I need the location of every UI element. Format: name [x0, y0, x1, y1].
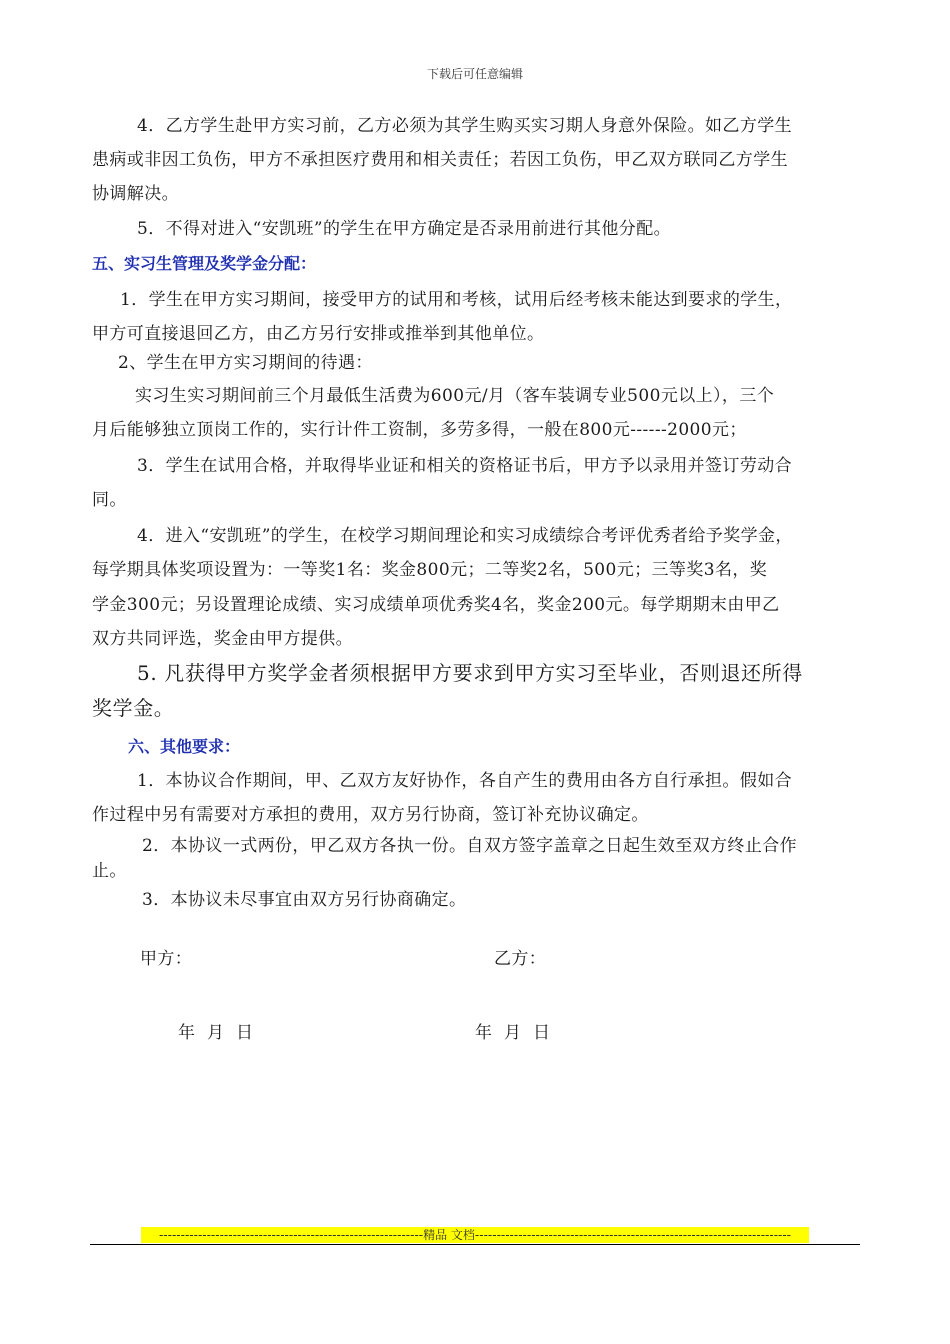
party-a-date: 年 月 日 — [178, 1023, 254, 1043]
party-b-label: 乙方： — [494, 949, 547, 969]
s5-item1-line1: 1．学生在甲方实习期间，接受甲方的试用和考核，试用后经考核未能达到要求的学生， — [120, 290, 793, 310]
s5-item3-line1: 3．学生在试用合格，并取得毕业证和相关的资格证书后，甲方予以录用并签订劳动合 — [137, 456, 793, 476]
section5-heading: 五、实习生管理及奖学金分配： — [92, 254, 317, 273]
party-b-date: 年 月 日 — [475, 1023, 551, 1043]
page-header: 下载后可任意编辑 — [426, 67, 523, 81]
s5-item1-line2: 甲方可直接退回乙方，由乙方另行安排或推举到其他单位。 — [92, 324, 545, 344]
s4-item4-line3: 协调解决。 — [92, 184, 179, 204]
s5-item2-line1: 实习生实习期间前三个月最低生活费为600元/月（客车装调专业500元以上），三个 — [135, 386, 775, 406]
s6-item2-line1: 2．本协议一式两份，甲乙双方各执一份。自双方签字盖章之日起生效至双方终止合作 — [142, 836, 798, 856]
s5-item3-line2: 同。 — [92, 490, 127, 510]
s6-item2-line2: 止。 — [92, 861, 127, 881]
footer-rule — [90, 1244, 860, 1245]
section6-heading: 六、其他要求： — [128, 737, 241, 756]
s6-item1-line2: 作过程中另有需要对方承担的费用，双方另行协商，签订补充协议确定。 — [92, 805, 649, 825]
s4-item5: 5．不得对进入“安凯班”的学生在甲方确定是否录用前进行其他分配。 — [137, 219, 671, 239]
s6-item3: 3．本协议未尽事宜由双方另行协商确定。 — [142, 890, 467, 910]
s5-item5-line1: 5. 凡获得甲方奖学金者须根据甲方要求到甲方实习至毕业，否则退还所得 — [137, 661, 803, 685]
s5-item4-line1: 4．进入“安凯班”的学生，在校学习期间理论和实习成绩综合考评优秀者给予奖学金， — [137, 526, 793, 546]
s4-item4-line2: 患病或非因工负伤，甲方不承担医疗费用和相关责任；若因工负伤，甲乙双方联同乙方学生 — [92, 150, 788, 170]
s5-item5-line2: 奖学金。 — [92, 696, 175, 720]
party-a-label: 甲方： — [140, 949, 193, 969]
s5-item4-line3: 学金300元；另设置理论成绩、实习成绩单项优秀奖4名，奖金200元。每学期期末由甲乙 — [92, 595, 780, 615]
s5-item4-line2: 每学期具体奖项设置为：一等奖1名：奖金800元；二等奖2名，500元；三等奖3名，奖 — [92, 560, 768, 580]
s5-item4-line4: 双方共同评选，奖金由甲方提供。 — [92, 629, 353, 649]
s5-item2-title: 2、学生在甲方实习期间的待遇： — [118, 353, 373, 373]
s4-item4-line1: 4．乙方学生赴甲方实习前，乙方必须为其学生购买实习期人身意外保险。如乙方学生 — [137, 116, 793, 136]
s5-item2-line2: 月后能够独立顶岗工作的，实行计件工资制，多劳多得，一般在800元------2000元； — [92, 420, 747, 440]
s6-item1-line1: 1．本协议合作期间，甲、乙双方友好协作，各自产生的费用由各方自行承担。假如合 — [137, 771, 793, 791]
footer-banner: -------------------------------------------------------------精品 文档------------------------------------------------------------------------- — [141, 1227, 809, 1243]
